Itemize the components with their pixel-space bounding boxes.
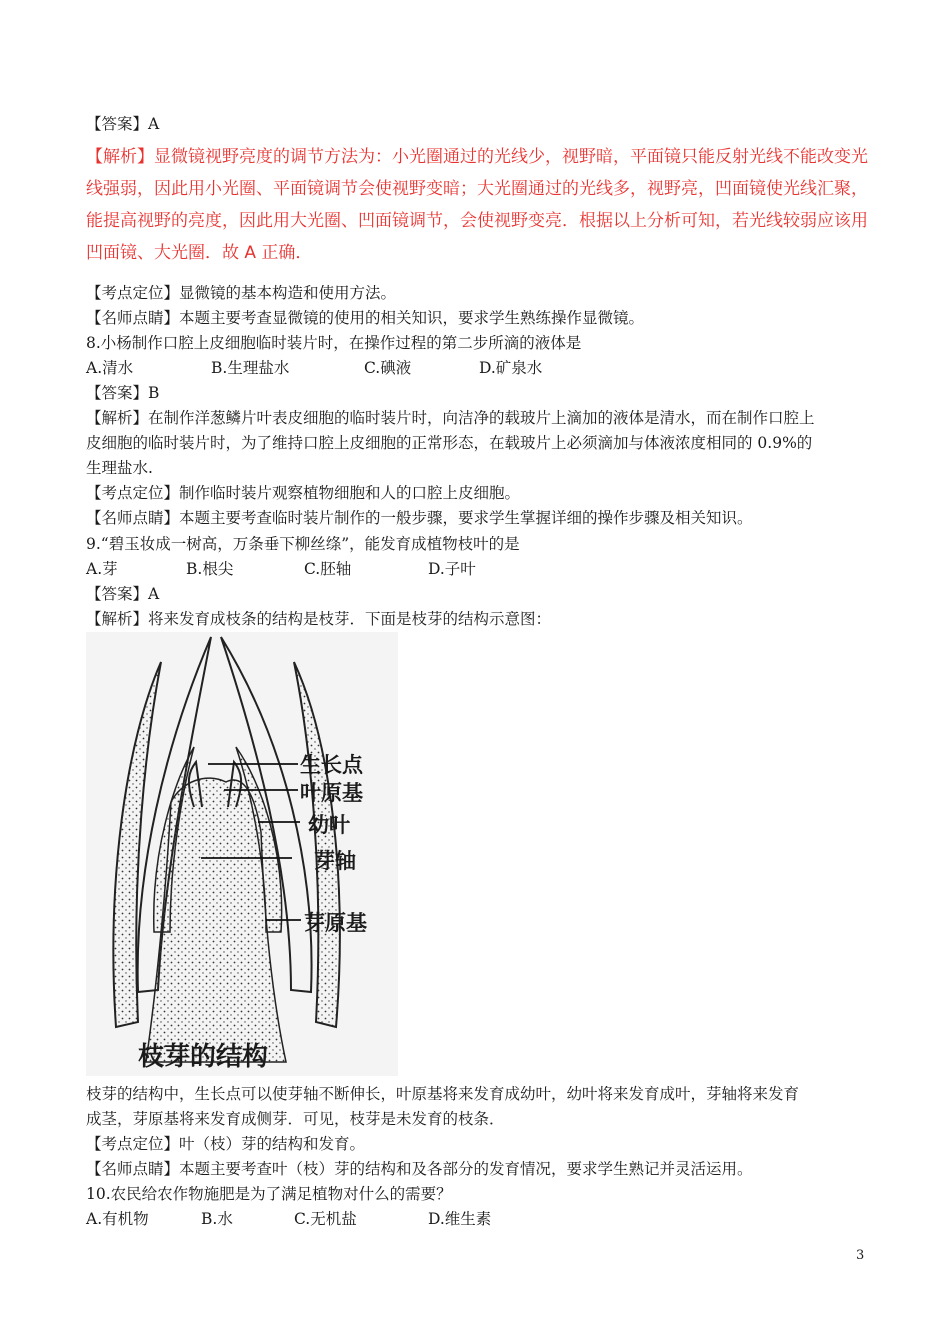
kaodian-7: 【考点定位】显微镜的基本构造和使用方法。 (86, 284, 397, 302)
label-bud-primordium: 芽原基 (304, 911, 367, 935)
analysis-9-body-line-1: 枝芽的结构中，生长点可以使芽轴不断伸长，叶原基将来发育成幼叶，幼叶将来发育成叶，芽轴将来发育 (86, 1085, 800, 1103)
analysis-7-line-1: 【解析】显微镜视野亮度的调节方法为：小光圈通过的光线少，视野暗，平面镜只能反射光线不能改变光 (86, 147, 868, 167)
q10-option-c: C.无机盐 (294, 1210, 357, 1228)
answer-8: 【答案】B (86, 384, 160, 402)
mingshi-9: 【名师点睛】本题主要考查叶（枝）芽的结构和及各部分的发育情况，要求学生熟记并灵活运用。 (86, 1160, 753, 1178)
q8-option-a: A.清水 (86, 359, 134, 377)
mingshi-7: 【名师点睛】本题主要考查显微镜的使用的相关知识，要求学生熟练操作显微镜。 (86, 309, 645, 327)
q9-option-d: D.子叶 (428, 560, 476, 578)
q9-option-c: C.胚轴 (304, 560, 352, 578)
kaodian-8: 【考点定位】制作临时装片观察植物细胞和人的口腔上皮细胞。 (86, 484, 521, 502)
q10-option-b: B.水 (201, 1210, 233, 1228)
kaodian-9: 【考点定位】叶（枝）芽的结构和发育。 (86, 1135, 366, 1153)
analysis-7-line-2: 线强弱，因此用小光圈、平面镜调节会使视野变暗；大光圈通过的光线多，视野亮，凹面镜使光线汇聚， (86, 179, 868, 199)
bud-structure-figure (86, 632, 398, 1076)
q10-option-d: D.维生素 (428, 1210, 492, 1228)
label-growth-point: 生长点 (300, 753, 363, 777)
label-young-leaf: 幼叶 (308, 813, 350, 837)
analysis-8-line-3: 生理盐水. (86, 459, 153, 477)
analysis-9-body-line-2: 成茎，芽原基将来发育成侧芽．可见，枝芽是未发育的枝条． (86, 1110, 505, 1128)
analysis-7-line-3: 能提高视野的亮度，因此用大光圈、凹面镜调节，会使视野变亮．根据以上分析可知，若光线较弱应该用 (86, 211, 868, 231)
q8-option-d: D.矿泉水 (479, 359, 543, 377)
question-10-stem: 10.农民给农作物施肥是为了满足植物对什么的需要？ (86, 1185, 452, 1203)
answer-7: 【答案】A (86, 115, 160, 133)
analysis-8-line-2: 皮细胞的临时装片时，为了维持口腔上皮细胞的正常形态，在载玻片上必须滴加与体液浓度相同的 0.9%的 (86, 434, 813, 452)
label-bud-axis: 芽轴 (314, 849, 356, 873)
analysis-8-line-1: 【解析】在制作洋葱鳞片叶表皮细胞的临时装片时，向洁净的载玻片上滴加的液体是清水，而在制作口腔上 (86, 409, 815, 427)
q8-option-c: C.碘液 (364, 359, 412, 377)
analysis-9-intro: 【解析】将来发育成枝条的结构是枝芽．下面是枝芽的结构示意图： (86, 610, 552, 628)
mingshi-8: 【名师点睛】本题主要考查临时装片制作的一般步骤，要求学生掌握详细的操作步骤及相关知识。 (86, 509, 753, 527)
q10-option-a: A.有机物 (86, 1210, 149, 1228)
page-number: 3 (856, 1248, 865, 1263)
q9-option-a: A.芽 (86, 560, 118, 578)
answer-9: 【答案】A (86, 585, 160, 603)
figure-caption: 枝芽的结构 (138, 1042, 269, 1072)
label-leaf-primordium: 叶原基 (300, 781, 363, 805)
question-9-stem: 9.“碧玉妆成一树高，万条垂下柳丝绦”，能发育成植物枝叶的是 (86, 535, 520, 553)
question-8-stem: 8.小杨制作口腔上皮细胞临时装片时，在操作过程的第二步所滴的液体是 (86, 334, 582, 352)
analysis-7-line-4: 凹面镜、大光圈．故 A 正确． (86, 243, 313, 263)
q9-option-b: B.根尖 (186, 560, 234, 578)
q8-option-b: B.生理盐水 (211, 359, 290, 377)
